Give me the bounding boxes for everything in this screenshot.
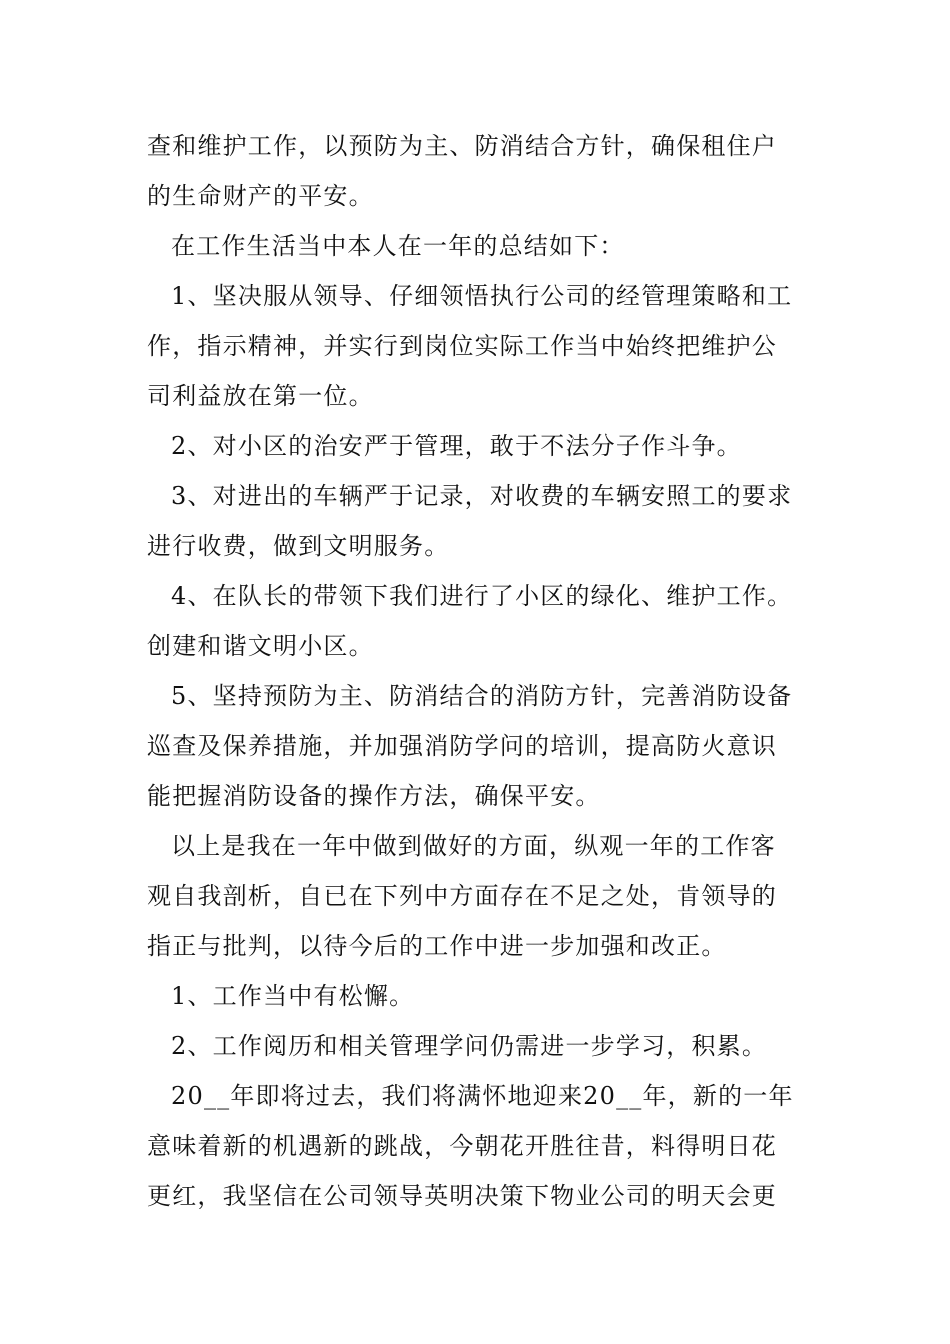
text-line: 以上是我在一年中做到做好的方面，纵观一年的工作客 bbox=[171, 832, 776, 860]
body-text bbox=[147, 121, 807, 1221]
text-line: 司利益放在第一位。 bbox=[147, 382, 374, 410]
text-line: 进行收费，做到文明服务。 bbox=[147, 532, 450, 560]
text-line: 1、工作当中有松懈。 bbox=[171, 982, 415, 1010]
text-line: 指正与批判，以待今后的工作中进一步加强和改正。 bbox=[147, 932, 727, 960]
text-line: 4、在队长的带领下我们进行了小区的绿化、维护工作。 bbox=[171, 582, 793, 610]
text-line: 3、对进出的车辆严于记录，对收费的车辆安照工的要求 bbox=[171, 482, 793, 510]
text-line: 作，指示精神，并实行到岗位实际工作当中始终把维护公 bbox=[147, 332, 777, 360]
text-line: 20__年即将过去，我们将满怀地迎来20__年，新的一年 bbox=[171, 1082, 794, 1110]
text-line: 意味着新的机遇新的跳战，今朝花开胜往昔，料得明日花 bbox=[147, 1132, 777, 1160]
text-line: 5、坚持预防为主、防消结合的消防方针，完善消防设备 bbox=[171, 682, 793, 710]
text-line: 能把握消防设备的操作方法，确保平安。 bbox=[147, 782, 601, 810]
text-line: 观自我剖析，自已在下列中方面存在不足之处，肯领导的 bbox=[147, 882, 777, 910]
text-line: 在工作生活当中本人在一年的总结如下： bbox=[171, 232, 625, 260]
text-line: 创建和谐文明小区。 bbox=[147, 632, 374, 660]
text-line: 查和维护工作，以预防为主、防消结合方针，确保租住户 bbox=[147, 132, 777, 160]
text-line: 更红，我坚信在公司领导英明决策下物业公司的明天会更 bbox=[147, 1182, 777, 1210]
text-line: 2、对小区的治安严于管理，敢于不法分子作斗争。 bbox=[171, 432, 742, 460]
text-line: 2、工作阅历和相关管理学问仍需进一步学习，积累。 bbox=[171, 1032, 768, 1060]
text-line: 巡查及保养措施，并加强消防学问的培训，提高防火意识 bbox=[147, 732, 777, 760]
text-line: 的生命财产的平安。 bbox=[147, 182, 374, 210]
text-line: 1、坚决服从领导、仔细领悟执行公司的经管理策略和工 bbox=[171, 282, 793, 310]
